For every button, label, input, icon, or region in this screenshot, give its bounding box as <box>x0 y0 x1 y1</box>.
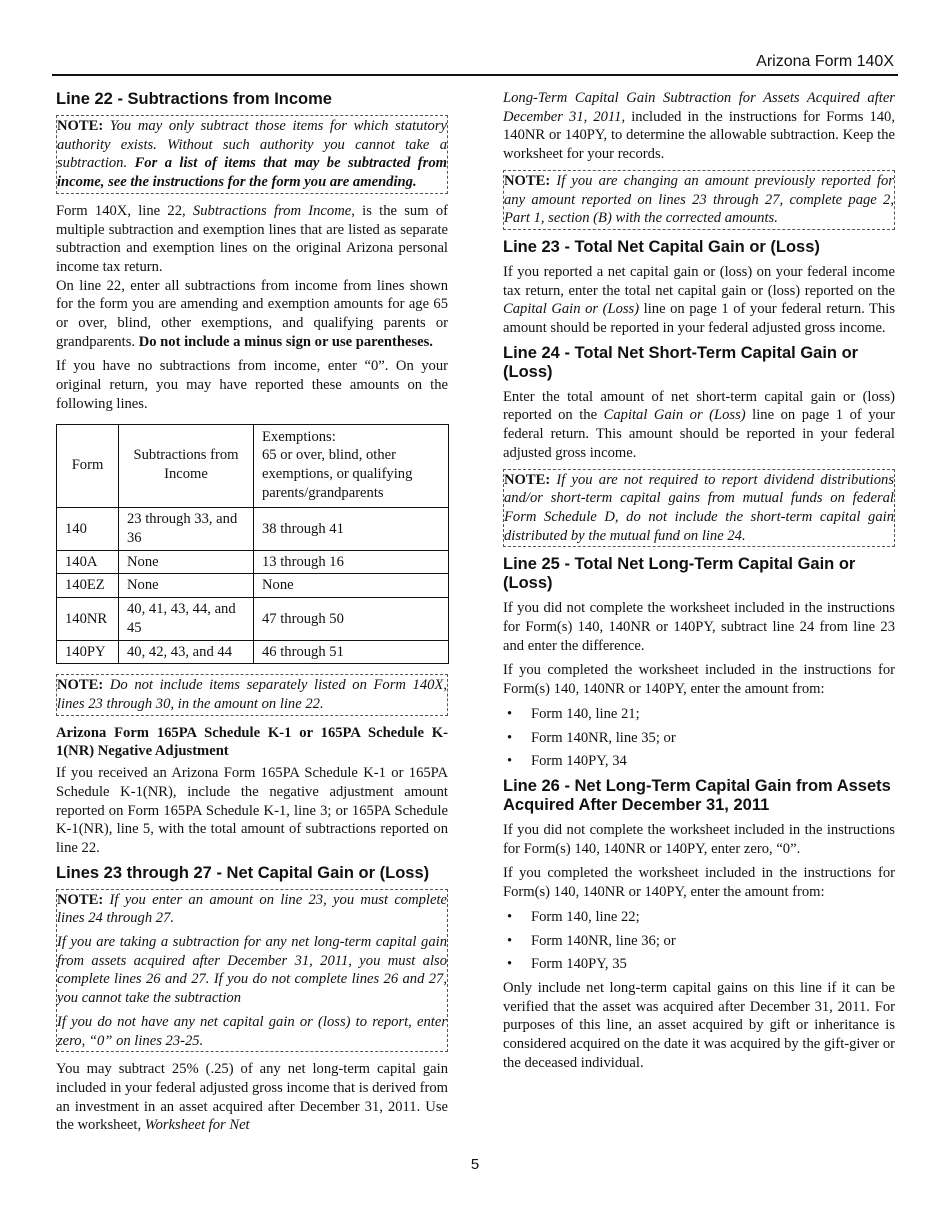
line24-note-text: If you are not required to report dividend distributions and/or short-term capital gains from mutual funds on federal Form Schedule D, do not include the short-term capital gain distributed by the mutual fund on line 24. <box>504 471 895 544</box>
lines23-27-note-p3: If you do not have any net capital gain or (loss) to report, enter zero, “0” on lines 23-25. <box>57 1013 447 1049</box>
table-cell-subtractions: None <box>119 574 254 598</box>
note-label: NOTE: <box>57 677 104 694</box>
lines23-27-para <box>56 1060 448 1135</box>
line22-note <box>56 115 448 194</box>
table-header-exemptions-title: Exemptions: <box>262 428 336 445</box>
table-header-exemptions <box>254 424 449 508</box>
note-label: NOTE: <box>504 172 551 189</box>
line22-heading: Line 22 - Subtractions from Income <box>56 90 332 108</box>
table-row <box>57 640 449 664</box>
line22-para2 <box>56 277 448 352</box>
line23-heading: Line 23 - Total Net Capital Gain or (Loss) <box>503 237 820 256</box>
line22-para2-a: On line 22, enter all subtractions from income from lines shown for the form you are amending and exemption amounts for age 65 or over, blind, other exemptions, and qualifying parents or grandparents. <box>56 277 448 350</box>
table-row <box>57 508 449 550</box>
line25-heading: Line 25 - Total Net Long-Term Capital Gain or (Loss) <box>503 555 856 593</box>
table-cell-subtractions: None <box>119 550 254 574</box>
line23-para-b: Capital Gain or (Loss) <box>503 301 640 318</box>
list-item: • Form 140PY, 34 <box>503 752 895 771</box>
line22-para1-b: Subtractions from Income <box>192 202 352 219</box>
table-cell-exemptions: 38 through 41 <box>254 508 449 550</box>
lines23-27-para-a: You may subtract 25% (.25) of any net long-term capital gain included in your federal adjusted gross income that is derived from an investment in an asset acquired after December 31, 2011. Use the worksheet, <box>56 1061 448 1134</box>
worksheet-continuation-a: Long-Term Capital Gain Subtraction for Assets Acquired after December 31, 2011, <box>503 90 895 125</box>
table-cell-form: 140 <box>57 508 119 550</box>
note-label: NOTE: <box>57 891 104 908</box>
list-item: • Form 140, line 22; <box>503 908 895 927</box>
line24-para-a: Enter the total amount of net short-term capital gain or (loss) reported on the <box>503 388 895 424</box>
line22-note2 <box>56 674 448 715</box>
line24-para <box>503 388 895 463</box>
header-rule <box>52 74 898 76</box>
line22-para1-c: , is the sum of multiple subtraction and exemption lines that are listed as separate subtraction and exemption lines on the original Arizona personal income tax return. <box>56 202 448 275</box>
line22-note-text: You may only subtract those items for which statutory authority exists. Without such authority you cannot take a subtraction. <box>57 118 447 172</box>
lines23-27-note-p1: If you enter an amount on line 23, you must complete lines 24 through 27. <box>57 891 447 927</box>
lines23-27-heading: Lines 23 through 27 - Net Capital Gain or (Loss) <box>56 863 430 882</box>
table-cell-subtractions: 23 through 33, and 36 <box>119 508 254 550</box>
line25-para1: If you did not complete the worksheet included in the instructions for Form(s) 140, 140NR or 140PY, subtract line 24 from line 23 and enter the difference. <box>503 600 895 654</box>
line23-para <box>503 263 895 338</box>
lines23-27-note-p2: If you are taking a subtraction for any net long-term capital gain from assets acquired after December 31, 2011, you must also complete lines 26 and 27. If you do not complete lines 26 and 27, you cannot take the subtraction <box>57 934 447 1007</box>
line22-para3: If you have no subtractions from income, enter “0”. On your original return, you may have reported these amounts on the following lines. <box>56 358 448 412</box>
worksheet-continuation <box>503 89 895 164</box>
table-cell-exemptions: None <box>254 574 449 598</box>
table-row <box>57 550 449 574</box>
line24-para-c: line on page 1 of your federal return. This amount should be reported in your federal adjusted gross income. <box>503 407 896 461</box>
table-header-subtractions: Subtractions from Income <box>119 424 254 508</box>
table-cell-exemptions: 46 through 51 <box>254 640 449 664</box>
line26-para2: If you completed the worksheet included in the instructions for Form(s) 140, 140NR or 140PY, enter the amount from: <box>503 865 895 901</box>
line22-para1 <box>56 202 448 277</box>
line26-para3: Only include net long-term capital gains on this line if it can be verified that the asset was acquired after December 31, 2011. For purposes of this line, an asset acquired by gift or inheritance is considered acquired on the date it was acquired by the gift-giver or the deceased individual. <box>503 979 895 1071</box>
table-header-exemptions-detail: 65 or over, blind, other exemptions, or qualifying parents/grandparents <box>262 447 413 501</box>
line25-bullets <box>503 705 895 771</box>
list-item: • Form 140NR, line 35; or <box>503 729 895 748</box>
line22-note2-text: Do not include items separately listed on Form 140X, lines 23 through 30, in the amount on line 22. <box>57 677 447 712</box>
table-cell-form: 140A <box>57 550 119 574</box>
page-header: Arizona Form 140X <box>756 53 894 70</box>
line22-para1-a: Form 140X, line 22, <box>56 202 186 219</box>
line23-para-a: If you reported a net capital gain or (loss) on your federal income tax return, enter the total net capital gain or (loss) reported on the <box>503 263 895 299</box>
line22-para2-b: Do not include a minus sign or use parentheses. <box>138 333 433 350</box>
left-column <box>56 84 448 1141</box>
line26-heading: Line 26 - Net Long-Term Capital Gain from Assets Acquired After December 31, 2011 <box>503 776 891 814</box>
list-item: • Form 140, line 21; <box>503 705 895 724</box>
lines23-27-note <box>56 889 448 1053</box>
table-cell-exemptions: 47 through 50 <box>254 598 449 640</box>
table-cell-form: 140PY <box>57 640 119 664</box>
list-item: • Form 140NR, line 36; or <box>503 932 895 951</box>
line26-bullets <box>503 908 895 974</box>
page-number: 5 <box>470 1156 480 1173</box>
line25-para2: If you completed the worksheet included in the instructions for Form(s) 140, 140NR or 140PY, enter the amount from: <box>503 662 895 698</box>
table-cell-form: 140NR <box>57 598 119 640</box>
note-label: NOTE: <box>57 118 104 134</box>
table-cell-subtractions: 40, 41, 43, 44, and 45 <box>119 598 254 640</box>
changing-amount-note-text: If you are changing an amount previously reported for any amount reported on lines 23 through 27, complete page 2, Part 1, section (B) with the corrected amounts. <box>504 172 894 227</box>
line23-para-c: line on page 1 of your federal return. This amount should be reported in your federal adjusted gross income. <box>503 301 895 337</box>
table-row <box>57 574 449 598</box>
line24-para-b: Capital Gain or (Loss) <box>603 407 746 424</box>
table-header-row <box>57 424 449 508</box>
lines23-27-para-b: Worksheet for Net <box>144 1117 250 1134</box>
note-label: NOTE: <box>504 471 551 488</box>
subtractions-table <box>56 424 449 665</box>
right-column <box>503 89 895 1078</box>
k1-para: If you received an Arizona Form 165PA Schedule K-1 or 165PA Schedule K-1(NR), include the negative adjustment amount reported on Form 165PA Schedule K-1, line 3; or 165PA Schedule K-1(NR), line 5, with the total amount of subtractions reported on line 22. <box>56 765 448 856</box>
list-item: • Form 140PY, 35 <box>503 955 895 974</box>
k1-heading: Arizona Form 165PA Schedule K-1 or 165PA Schedule K-1(NR) Negative Adjustment <box>56 724 448 760</box>
table-cell-subtractions: 40, 42, 43, and 44 <box>119 640 254 664</box>
line24-note <box>503 469 895 548</box>
table-cell-form: 140EZ <box>57 574 119 598</box>
line26-para1: If you did not complete the worksheet included in the instructions for Form(s) 140, 140NR or 140PY, enter zero, “0”. <box>503 821 895 857</box>
table-row <box>57 598 449 640</box>
changing-amount-note <box>503 170 895 230</box>
line22-note-emphasis: For a list of items that may be subtracted from income, see the instructions for the form you are amending. <box>57 155 447 191</box>
worksheet-continuation-b: included in the instructions for Forms 140, 140NR or 140PY, to determine the allowable subtraction. Keep the worksheet for your records. <box>503 108 895 163</box>
line24-heading: Line 24 - Total Net Short-Term Capital Gain or (Loss) <box>503 343 859 381</box>
table-cell-exemptions: 13 through 16 <box>254 550 449 574</box>
table-header-form: Form <box>57 424 119 508</box>
